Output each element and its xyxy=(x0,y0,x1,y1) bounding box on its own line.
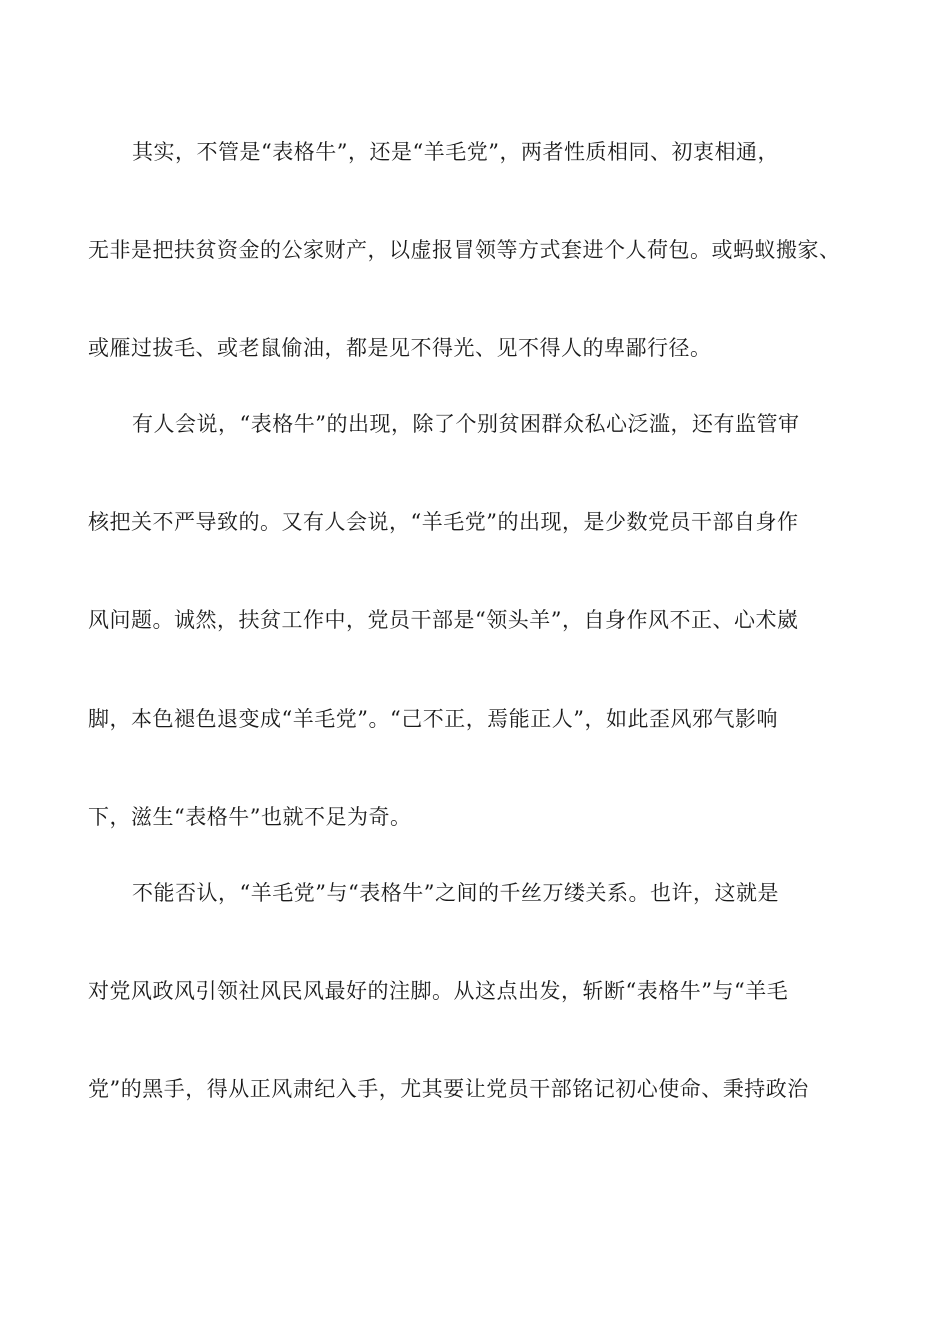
paragraph-2-line-2: 核把关不严导致的。又有人会说，“羊毛党”的出现，是少数党员干部自身作 xyxy=(88,510,799,534)
paragraph-1-line-2: 无非是把扶贫资金的公家财产，以虚报冒领等方式套进个人荷包。或蚂蚁搬家、 xyxy=(88,238,841,262)
paragraph-3-line-2: 对党风政风引领社风民风最好的注脚。从这点出发，斩断“表格牛”与“羊毛 xyxy=(88,979,789,1003)
paragraph-2-line-1: 有人会说，“表格牛”的出现，除了个别贫困群众私心泛滥，还有监管审 xyxy=(132,412,800,436)
paragraph-3-line-1: 不能否认，“羊毛党”与“表格牛”之间的千丝万缕关系。也许，这就是 xyxy=(132,881,779,905)
paragraph-1-line-1: 其实，不管是“表格牛”，还是“羊毛党”，两者性质相同、初衷相通， xyxy=(132,140,779,164)
paragraph-2-line-3: 风问题。诚然，扶贫工作中，党员干部是“领头羊”，自身作风不正、心术崴 xyxy=(88,608,799,632)
paragraph-2-line-5: 下，滋生“表格牛”也就不足为奇。 xyxy=(88,805,412,829)
paragraph-2-line-4: 脚，本色褪色退变成“羊毛党”。“己不正，焉能正人”，如此歪风邪气影响 xyxy=(88,707,778,731)
paragraph-1-line-3: 或雁过拔毛、或老鼠偷油，都是见不得光、见不得人的卑鄙行径。 xyxy=(88,336,712,360)
paragraph-3-line-3: 党”的黑手，得从正风肃纪入手，尤其要让党员干部铭记初心使命、秉持政治 xyxy=(88,1077,809,1101)
